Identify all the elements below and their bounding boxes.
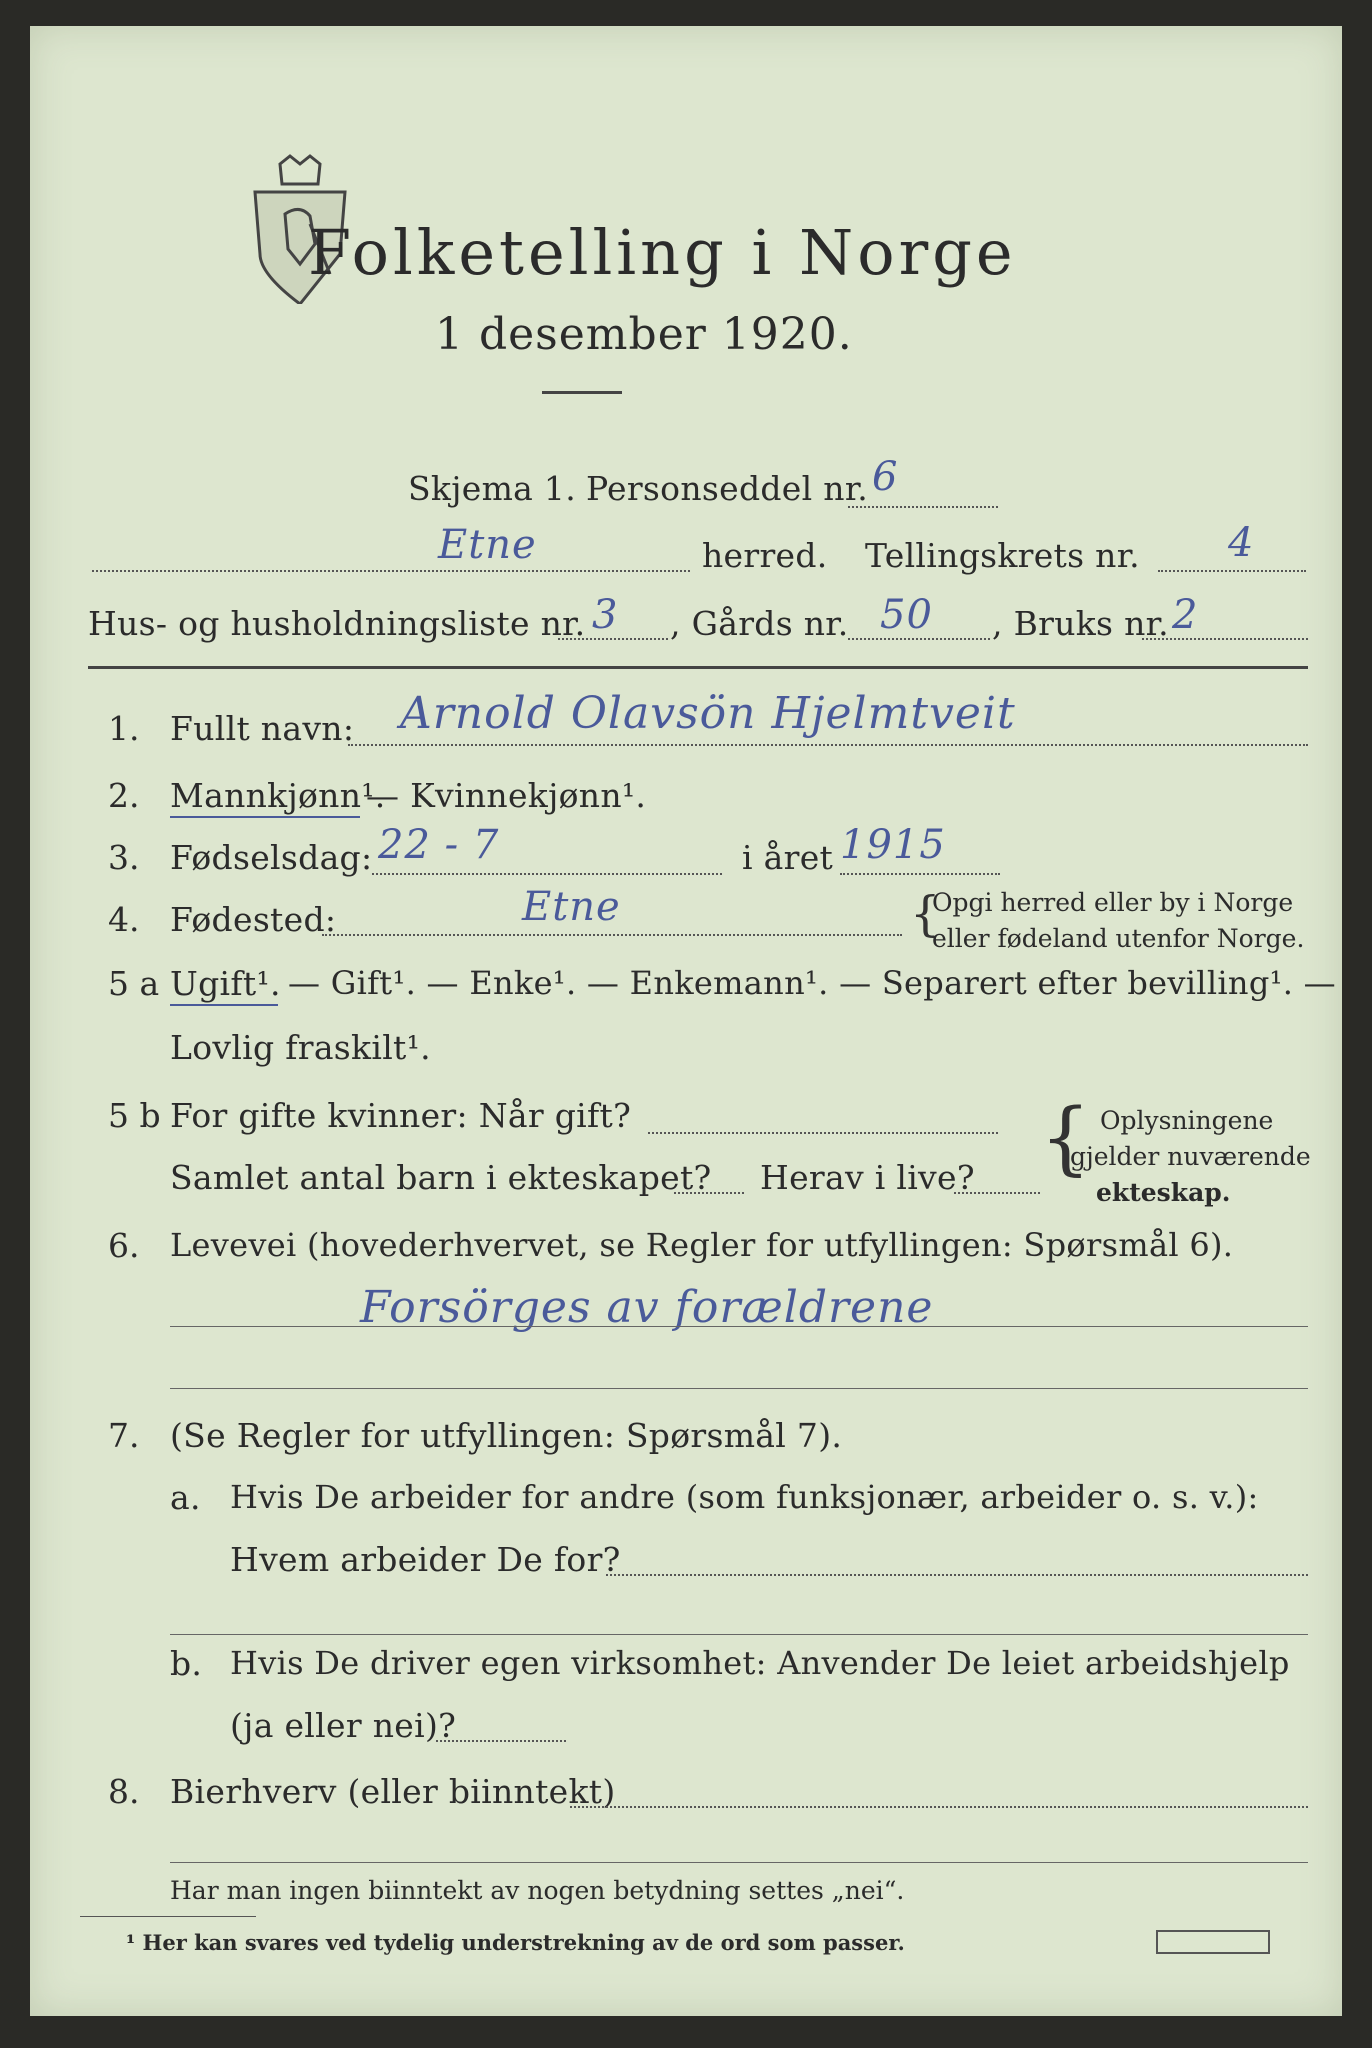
form-date: 1 desember 1920.	[435, 309, 853, 360]
side-income-note: Har man ingen biinntekt av nogen betydning settes „nei“.	[170, 1876, 905, 1905]
form-title: Folketelling i Norge	[308, 216, 1017, 289]
male-option[interactable]: Mannkjønn¹.	[170, 776, 386, 815]
tellingskrets-value[interactable]: 4	[1228, 520, 1255, 566]
q3-number: 3.	[108, 838, 140, 877]
q7a-label: Hvis De arbeider for andre (som funksjonær, arbeider o. s. v.):	[230, 1478, 1259, 1516]
census-form-sheet	[30, 26, 1342, 2016]
q1-number: 1.	[108, 709, 140, 748]
q4-number: 4.	[108, 900, 140, 939]
title-divider	[542, 391, 622, 394]
q8-label: Bierhverv (eller biinntekt)	[170, 1772, 616, 1811]
birthplace-note-1: Opgi herred eller by i Norge	[932, 888, 1294, 917]
personseddel-line	[848, 506, 998, 508]
q5a-number: 5 a	[108, 964, 160, 1003]
side-income-line-2	[170, 1862, 1308, 1863]
q1-label: Fullt navn:	[170, 709, 355, 748]
personseddel-value[interactable]: 6	[872, 454, 899, 500]
full-name-value[interactable]: Arnold Olavsön Hjelmtveit	[400, 688, 1016, 739]
q5b-number: 5 b	[108, 1096, 161, 1135]
herred-label: herred.	[702, 536, 828, 575]
employer-line-2	[170, 1634, 1308, 1635]
divorced-option[interactable]: Lovlig fraskilt¹.	[170, 1028, 431, 1067]
q5b-brace: {	[1040, 1091, 1091, 1184]
q5b-children-label: Samlet antal barn i ekteskapet?	[170, 1158, 712, 1197]
footnote-divider	[80, 1916, 256, 1917]
birthplace-note-2: eller fødeland utenfor Norge.	[932, 924, 1305, 953]
birthplace-line	[322, 934, 902, 936]
q6-number: 6.	[108, 1226, 140, 1265]
bruks-label: , Bruks nr.	[992, 604, 1169, 643]
married-when-line	[648, 1132, 998, 1134]
birth-year-value[interactable]: 1915	[840, 822, 946, 868]
printer-stamp	[1156, 1930, 1270, 1954]
q5b-label: For gifte kvinner: Når gift?	[170, 1096, 632, 1135]
q7-label: (Se Regler for utfyllingen: Spørsmål 7).	[170, 1416, 843, 1455]
bruks-line	[1142, 638, 1308, 640]
q7b-yesno-label: (ja eller nei)?	[230, 1706, 457, 1745]
occupation-line-2	[170, 1388, 1308, 1389]
unmarried-underline	[170, 1004, 278, 1006]
occupation-line-1	[170, 1326, 1308, 1327]
hus-label: Hus- og husholdningsliste nr.	[88, 604, 586, 643]
birthdate-line	[372, 873, 722, 875]
q6-label: Levevei (hovederhvervet, se Regler for utfyllingen: Spørsmål 6).	[170, 1226, 1234, 1264]
q7a-employer-label: Hvem arbeider De for?	[230, 1540, 621, 1579]
birthplace-value[interactable]: Etne	[522, 884, 621, 930]
tellingskrets-line	[1158, 570, 1306, 572]
q5b-note-1: Oplysningene	[1100, 1106, 1274, 1135]
q7a-number: a.	[170, 1478, 201, 1517]
birth-year-label: i året	[742, 838, 834, 877]
q1-line	[348, 744, 1308, 746]
q7b-number: b.	[170, 1644, 203, 1683]
gards-line	[848, 638, 990, 640]
male-underline	[170, 816, 360, 818]
q8-number: 8.	[108, 1772, 140, 1811]
footnote: ¹ Her kan svares ved tydelig understrekning av de ord som passer.	[126, 1930, 905, 1955]
skjema-label: Skjema 1.	[408, 469, 577, 508]
q4-label: Fødested:	[170, 900, 337, 939]
tellingskrets-label: Tellingskrets nr.	[865, 536, 1140, 575]
birthdate-value[interactable]: 22 - 7	[378, 822, 500, 868]
occupation-value[interactable]: Forsörges av forældrene	[360, 1282, 934, 1333]
hus-line	[558, 638, 668, 640]
herred-line	[92, 570, 690, 572]
side-income-line	[570, 1806, 1308, 1808]
q2-number: 2.	[108, 776, 140, 815]
birth-year-line	[840, 873, 1000, 875]
yesno-line	[436, 1740, 566, 1742]
birthplace-brace: {	[910, 886, 941, 942]
gards-value[interactable]: 50	[880, 592, 933, 638]
alive-line	[954, 1192, 1040, 1194]
gards-label: , Gårds nr.	[670, 604, 849, 643]
q5b-note-2: gjelder nuværende	[1070, 1142, 1311, 1171]
header-divider	[88, 666, 1308, 669]
bruks-value[interactable]: 2	[1172, 592, 1199, 638]
personseddel-label: Personseddel nr.	[586, 469, 869, 508]
q5b-alive-label: Herav i live?	[760, 1158, 975, 1197]
q7b-label: Hvis De driver egen virksomhet: Anvender De leiet arbeidshjelp	[230, 1644, 1290, 1682]
unmarried-option[interactable]: Ugift¹.	[170, 964, 281, 1003]
hus-value[interactable]: 3	[592, 592, 619, 638]
children-line	[674, 1192, 744, 1194]
herred-value[interactable]: Etne	[438, 522, 537, 568]
q7-number: 7.	[108, 1416, 140, 1455]
female-option[interactable]: — Kvinnekjønn¹.	[366, 776, 647, 815]
q5b-note-3: ekteskap.	[1096, 1178, 1231, 1207]
marital-options[interactable]: — Gift¹. — Enke¹. — Enkemann¹. — Separert efter bevilling¹. —	[288, 964, 1336, 1002]
q3-label: Fødselsdag:	[170, 838, 373, 877]
employer-line	[606, 1574, 1308, 1576]
